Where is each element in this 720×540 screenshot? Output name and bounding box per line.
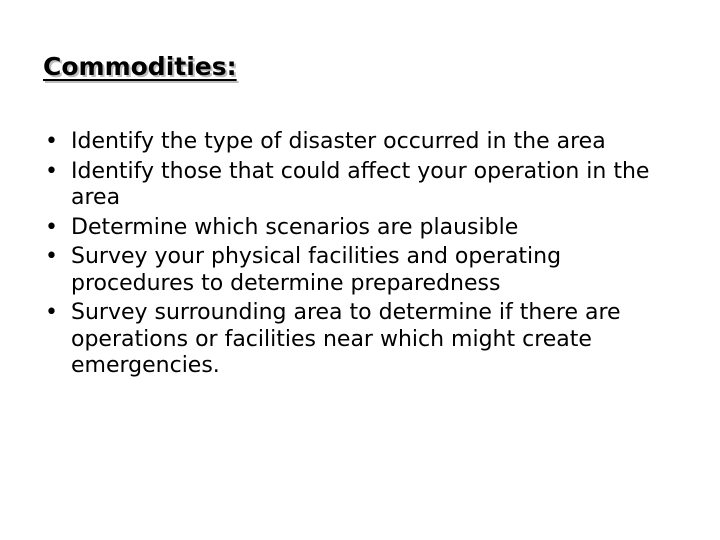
bullet-text: Determine which scenarios are plausible: [71, 214, 519, 240]
bullet-text: Identify those that could affect your operation in the area: [71, 158, 650, 210]
bullet-dot-icon: •: [45, 129, 58, 154]
bullet-dot-icon: •: [45, 300, 58, 325]
bullet-list: [45, 129, 685, 383]
bullet-dot-icon: •: [45, 214, 58, 240]
bullet-item: [45, 129, 685, 156]
bullet-text: Identify the type of disaster occurred in the area: [71, 129, 606, 154]
bullet-dot-icon: •: [45, 244, 58, 269]
bullet-item: [45, 159, 685, 212]
bullet-text: Survey your physical facilities and operating procedures to determine preparedness: [71, 244, 562, 296]
bullet-item: [45, 300, 685, 380]
bullet-text: Survey surrounding area to determine if there are operations or facilities near which might create emergencies.: [71, 300, 621, 378]
slide-title: Commodities:: [43, 52, 237, 81]
bullet-item: [45, 244, 685, 297]
bullet-item: [45, 215, 685, 242]
bullet-dot-icon: •: [45, 158, 58, 184]
